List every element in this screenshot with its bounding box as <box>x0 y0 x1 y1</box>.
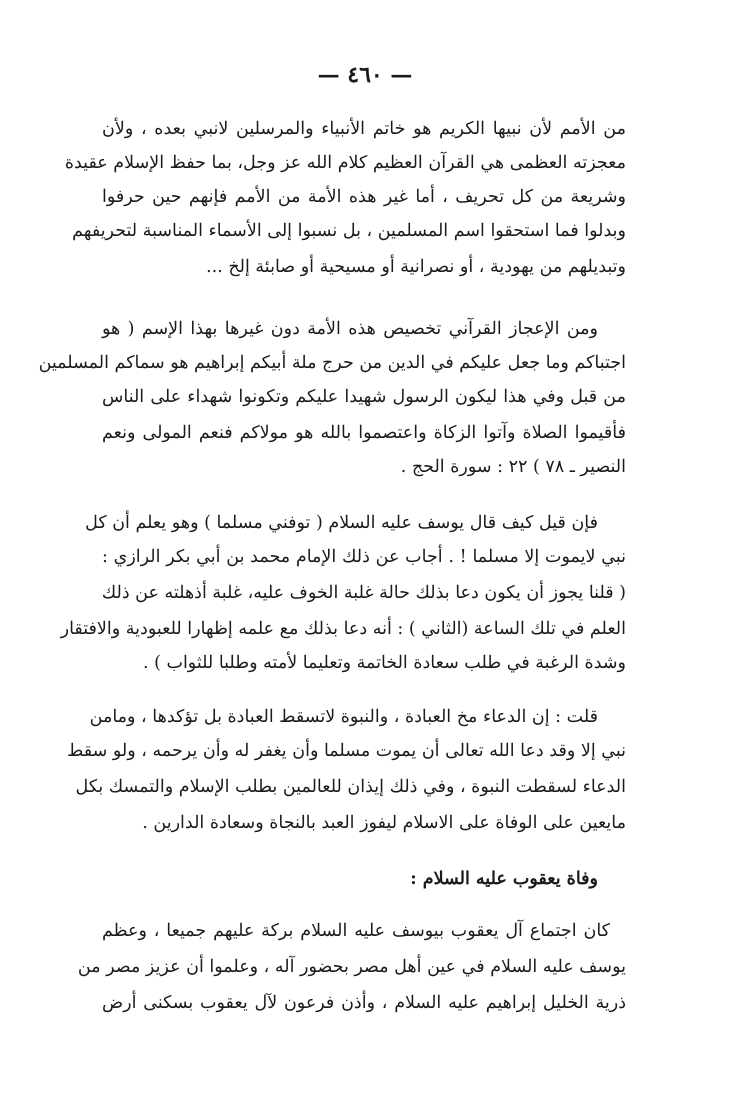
page-number: — ٤٦٠ — <box>317 62 413 88</box>
text-line: يوسف عليه السلام في عين أهل مصر بحضور آله ، وعلموا أن عزيز مصر من <box>77 957 626 977</box>
text-line: كان اجتماع آل يعقوب بيوسف عليه السلام بركة عليهم جميعا ، وعظم <box>102 921 610 941</box>
text-line: نبي لايموت إلا مسلما ! . أجاب عن ذلك الإمام محمد بن أبي بكر الرازي : <box>102 547 626 567</box>
text-line: معجزته العظمى هي القرآن العظيم كلام الله عز وجل، بما حفظ الإسلام عقيدة <box>64 153 626 173</box>
text-line: وبدلوا فما استحقوا اسم المسلمين ، بل نسبوا إلى الأسماء المناسبة لتحريفهم <box>72 221 626 241</box>
text-line: الدعاء لسقطت النبوة ، وفي ذلك إيذان للعالمين بطلب الإسلام والتمسك بكل <box>75 777 626 797</box>
text-line: وشدة الرغبة في طلب سعادة الخاتمة وتعليما لأمته وطلبا للثواب ) . <box>142 653 626 673</box>
text-line: العلم في تلك الساعة (الثاني ) : أنه دعا بذلك مع علمه إظهارا للعبودية والافتقار <box>60 619 626 639</box>
text-line: النصير ـ ٧٨ ) ٢٢ : سورة الحج . <box>400 457 626 477</box>
text-line: ( قلنا يجوز أن يكون دعا بذلك حالة غلبة الخوف عليه، غلبة أذهلته عن ذلك <box>101 583 626 603</box>
text-line: وتبديلهم من يهودية ، أو نصرانية أو مسيحية أو صابئة إلخ ... <box>206 257 626 277</box>
text-line: فأقيموا الصلاة وآتوا الزكاة واعتصموا بالله هو مولاكم فنعم المولى ونعم <box>102 423 626 443</box>
text-line: من قبل وفي هذا ليكون الرسول شهيدا عليكم وتكونوا شهداء على الناس <box>102 387 626 407</box>
text-line: ومن الإعجاز القرآني تخصيص هذه الأمة دون غيرها بهذا الإسم ( هو <box>102 319 598 339</box>
text-line: نبي إلا وقد دعا الله تعالى أن يموت مسلما وأن يغفر له وأن يرحمه ، ولو سقط <box>67 741 626 761</box>
section-heading: وفاة يعقوب عليه السلام : <box>410 869 598 889</box>
text-line: وشريعة من كل تحريف ، أما غير هذه الأمة من الأمم فإنهم حين حرفوا <box>102 187 626 207</box>
text-line: مايعين على الوفاة على الاسلام ليفوز العبد بالنجاة وسعادة الدارين . <box>142 813 626 833</box>
text-line: فإن قيل كيف قال يوسف عليه السلام ( توفني مسلما ) وهو يعلم أن كل <box>85 513 598 533</box>
text-line: قلت : إن الدعاء مخ العبادة ، والنبوة لاتسقط العبادة بل تؤكدها ، ومامن <box>89 707 598 727</box>
text-line: من الأمم لأن نبيها الكريم هو خاتم الأنبياء والمرسلين لانبي بعده ، ولأن <box>102 119 626 139</box>
text-line: اجتباكم وما جعل عليكم في الدين من حرج ملة أبيكم إبراهيم هو سماكم المسلمين <box>38 353 626 373</box>
text-line: ذرية الخليل إبراهيم عليه السلام ، وأذن فرعون لآل يعقوب بسكنى أرض <box>102 993 626 1013</box>
